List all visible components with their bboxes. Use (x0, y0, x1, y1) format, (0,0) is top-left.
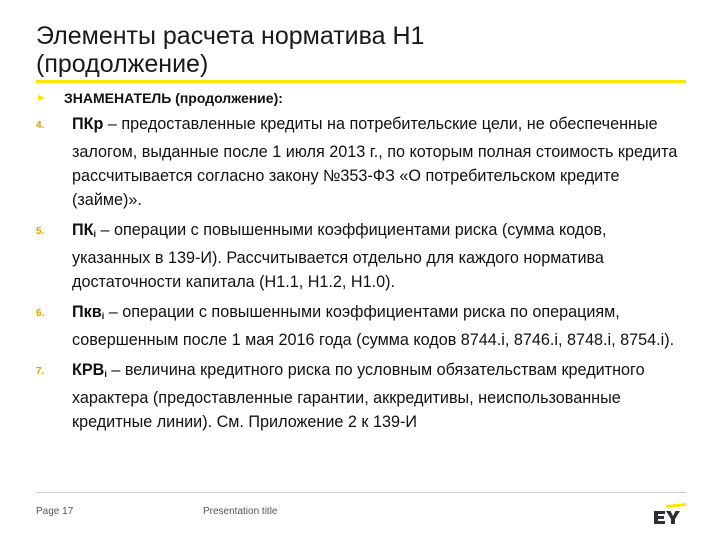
slide-title (36, 22, 676, 78)
footer-divider (36, 492, 686, 493)
presentation-title: Presentation title (203, 506, 278, 517)
item-body (72, 300, 686, 352)
item-text: – предоставленные кредиты на потребительские цели, не обеспеченные залогом, выданные после 1 июля 2013 г., по которым полная стоимость кредита рассчитывается согласно закону №353-ФЗ «О потребительском кредите (займе)». (72, 115, 678, 209)
item-number: 5. (36, 226, 45, 237)
item-term: $ПК_i$ (72, 221, 97, 239)
list-item (36, 358, 686, 434)
list-item (36, 112, 686, 212)
ey-logo (652, 503, 688, 525)
list-item (36, 300, 686, 352)
item-text: – операции с повышенными коэффициентами риска (сумма кодов, указанных в 139-И). Рассчитывается отдельно для каждого норматива достаточности капитала (Н1.1, Н1.2, Н1.0). (72, 221, 607, 291)
item-term: $КРВ_i$ (72, 361, 107, 379)
item-number: 7. (36, 366, 45, 377)
item-term: Пкв$_i$ (72, 303, 105, 321)
item-body (72, 358, 686, 434)
slide-title-line-2: (продолжение) (36, 50, 209, 78)
title-underline (36, 80, 686, 83)
svg-text:EY: EY (652, 503, 654, 504)
item-text: – операции с повышенными коэффициентами риска по операциям, совершенным после 1 мая 2016 года (сумма кодов 8744.i, 8746.i, 8748.i, 8754.i). (72, 303, 675, 349)
item-term: ПКр (72, 115, 104, 133)
list-item (36, 218, 686, 294)
item-body (72, 218, 686, 294)
item-body (72, 112, 686, 212)
item-number: 6. (36, 308, 45, 319)
item-text: – величина кредитного риска по условным обязательствам кредитного характера (предоставленные гарантии, аккредитивы, неиспользованные кредитные линии). См. Приложение 2 к 139-И (72, 361, 645, 431)
definition-list (36, 112, 686, 440)
subheading-text: ЗНАМЕНАТЕЛЬ (продолжение): (64, 90, 283, 106)
page-number: Page 17 (36, 506, 74, 517)
triangle-right-icon: ► (36, 92, 47, 104)
item-number: 4. (36, 120, 45, 131)
slide-title-line-1: Элементы расчета норматива Н1 (36, 22, 425, 50)
section-subheading (36, 90, 676, 106)
